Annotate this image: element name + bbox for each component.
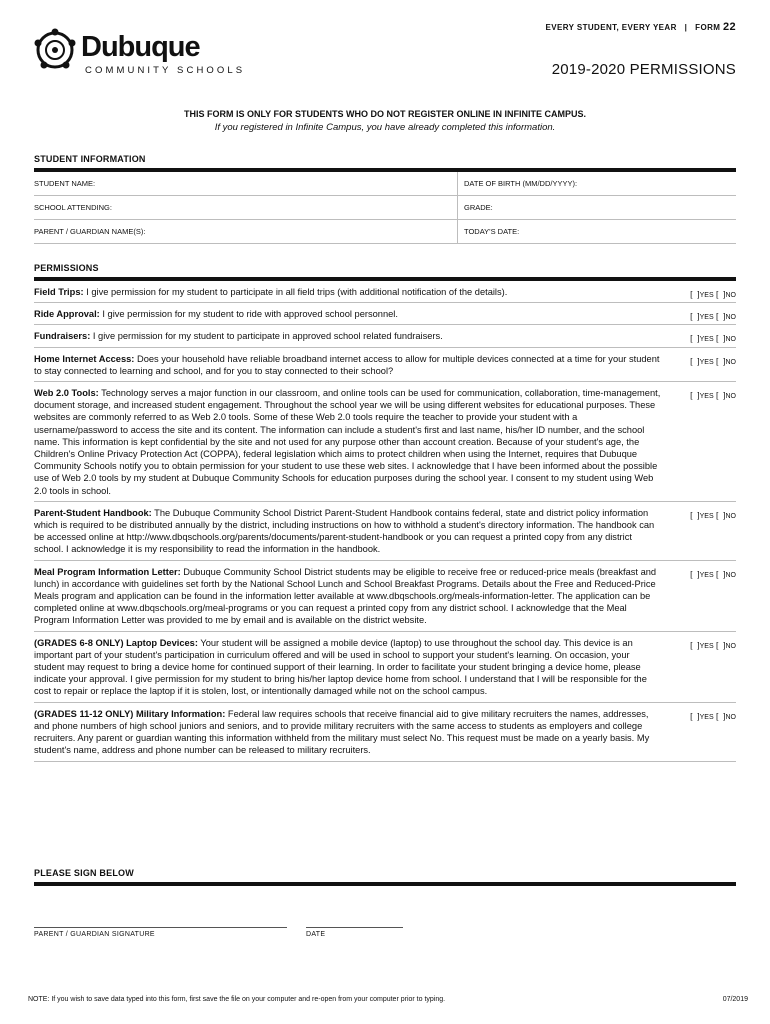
permission-title: Field Trips: xyxy=(34,287,84,297)
permission-body: I give permission for my student to ride with approved school personnel. xyxy=(99,309,398,320)
permission-body: Your student will be assigned a mobile device (laptop) to use throughout the school day. This device is an important part of your student's participation in curriculum offered and will be used in school to support your student's learning. On occasion, your student may request to bring a device home for continued support of their learning. In order to facilitate your student bringing a device home, please indicate your approval. I give permission for my student to bring his/her laptop device home from school. I understand that I will be responsible for the cost to repair or replace the laptop if it is stolen, lost, or intentionally damaged while not on the school campus. xyxy=(34,637,647,697)
separator: | xyxy=(684,23,688,32)
permission-row xyxy=(34,502,736,561)
signature-lines xyxy=(34,927,736,947)
permission-body: Technology serves a major function in our classroom, and online tools can be used for communication, collaboration, time-management, document storage, and increased student engagement. Throughout the school year we will be using different websites for educational purposes. These websites are commonly referred to as Web 2.0 tools. Some of these Web 2.0 tools require the teacher to provide your student with a username/password to access the site and its content. The information can include a student's first and last name, his/her ID number, and the school name. This information is kept confidential by the site and not used for any purpose other than account creation. Because of your student's age, the Children's Online Privacy Protection Act (COPPA), federal legislation which aims to protect children when using the Internet, requires that Dubuque Community Schools notify you to obtain permission for your student to use these web sites. I acknowledge that I have been informed about the possible use of Web 2.0 tools by my student at Dubuque Community Schools for education purposes during the school year. I consent to my student using Web 2.0 tools in school. xyxy=(34,388,661,496)
guardian-name-field[interactable]: PARENT / GUARDIAN NAME(S): xyxy=(34,227,146,236)
yes-checkbox-close[interactable]: ] xyxy=(697,355,700,366)
yes-label: YES xyxy=(699,314,714,322)
permission-title: (GRADES 6-8 ONLY) Laptop Devices: xyxy=(34,637,198,648)
permission-text xyxy=(34,281,662,302)
yes-checkbox-open[interactable]: [ xyxy=(690,355,693,366)
signature-section xyxy=(34,868,736,886)
no-checkbox-open[interactable]: [ xyxy=(716,568,719,579)
no-checkbox-close[interactable]: ] xyxy=(723,639,726,650)
permission-row xyxy=(34,348,736,382)
permission-title: Ride Approval: xyxy=(34,309,100,320)
row-divider xyxy=(457,220,458,243)
permissions-list xyxy=(34,281,736,762)
yes-no-choice xyxy=(690,355,736,369)
footer-note: NOTE: If you wish to save data typed into this form, first save the file on your computer and re-open from your computer prior to typing. xyxy=(28,996,446,1003)
no-label: NO xyxy=(725,393,736,401)
no-checkbox-close[interactable]: ] xyxy=(723,333,726,344)
yes-checkbox-open[interactable]: [ xyxy=(690,390,693,401)
no-checkbox-close[interactable]: ] xyxy=(723,710,726,721)
yes-checkbox-close[interactable]: ] xyxy=(697,289,700,299)
yes-no-choice xyxy=(690,332,736,346)
no-label: NO xyxy=(725,358,736,366)
yes-label: YES xyxy=(699,358,714,366)
permission-row xyxy=(34,325,736,347)
info-row xyxy=(34,196,736,220)
yes-checkbox-close[interactable]: ] xyxy=(697,568,700,579)
tagline: EVERY STUDENT, EVERY YEAR xyxy=(545,23,677,32)
no-checkbox-close[interactable]: ] xyxy=(723,390,726,401)
no-checkbox-open[interactable]: [ xyxy=(716,390,719,401)
guardian-signature-line[interactable] xyxy=(34,927,287,928)
grade-field[interactable]: GRADE: xyxy=(464,203,493,212)
school-attending-field[interactable]: SCHOOL ATTENDING: xyxy=(34,203,112,212)
date-of-birth-field[interactable]: DATE OF BIRTH (MM/DD/YYYY): xyxy=(464,179,578,188)
date-label: DATE xyxy=(306,931,326,938)
no-label: NO xyxy=(725,571,736,579)
yes-checkbox-open[interactable]: [ xyxy=(690,311,693,322)
permissions-section xyxy=(34,263,736,762)
no-checkbox-open[interactable]: [ xyxy=(716,509,719,520)
yes-checkbox-close[interactable]: ] xyxy=(697,390,700,401)
district-logo xyxy=(33,28,248,80)
yes-checkbox-close[interactable]: ] xyxy=(697,333,700,344)
yes-checkbox-close[interactable]: ] xyxy=(697,639,700,650)
yes-no-choice xyxy=(690,310,736,324)
logo-mark-icon xyxy=(33,28,77,72)
permission-title: Meal Program Information Letter: xyxy=(34,566,181,577)
logo-subtitle: COMMUNITY SCHOOLS xyxy=(85,65,246,76)
permission-text xyxy=(34,303,662,324)
no-checkbox-close[interactable]: ] xyxy=(723,355,726,366)
revision-date: 07/2019 xyxy=(722,996,748,1003)
no-checkbox-close[interactable]: ] xyxy=(723,568,726,579)
yes-label: YES xyxy=(699,512,714,520)
permission-row xyxy=(34,632,736,703)
no-checkbox-open[interactable]: [ xyxy=(716,639,719,650)
yes-label: YES xyxy=(699,571,714,579)
permission-text xyxy=(34,561,662,631)
yes-checkbox-open[interactable]: [ xyxy=(690,568,693,579)
yes-checkbox-close[interactable]: ] xyxy=(697,710,700,721)
permission-text xyxy=(34,382,662,501)
no-checkbox-close[interactable]: ] xyxy=(723,509,726,520)
permission-row xyxy=(34,382,736,502)
todays-date-field[interactable]: TODAY'S DATE: xyxy=(464,227,520,236)
permission-title: Parent-Student Handbook: xyxy=(34,507,152,518)
guardian-signature-label: PARENT / GUARDIAN SIGNATURE xyxy=(34,931,155,938)
no-checkbox-close[interactable]: ] xyxy=(723,289,726,299)
permission-row xyxy=(34,703,736,762)
no-label: NO xyxy=(725,336,736,344)
yes-checkbox-open[interactable]: [ xyxy=(690,289,693,299)
permission-title: (GRADES 11-12 ONLY) Military Information: xyxy=(34,708,226,719)
permissions-heading: PERMISSIONS xyxy=(34,263,99,273)
no-label: NO xyxy=(725,713,736,721)
permission-row xyxy=(34,303,736,325)
permission-title: Home Internet Access: xyxy=(34,353,135,364)
section-divider xyxy=(34,882,736,886)
yes-no-choice xyxy=(690,509,736,523)
yes-label: YES xyxy=(699,642,714,650)
yes-no-choice xyxy=(690,639,736,653)
logo-name: Dubuque xyxy=(81,31,200,63)
no-label: NO xyxy=(725,314,736,322)
no-checkbox-open[interactable]: [ xyxy=(716,289,719,299)
permission-row xyxy=(34,561,736,632)
permission-body: The Dubuque Community School District Parent-Student Handbook contains federal, state and district policy information which is required to be distributed annually by the district, including instructions on how to withhold a student's directory information. The handbook can be accessed online at http://www.dbqschools.org/parents/documents/parent-student-handbook or you can request a printed copy from any district school. I acknowledge it is my responsibility to read the information in the handbook. xyxy=(34,507,655,555)
header-tagline-group xyxy=(546,21,736,33)
permission-title: Fundraisers: xyxy=(34,331,91,342)
permission-title: Web 2.0 Tools: xyxy=(34,388,99,399)
student-info-heading: STUDENT INFORMATION xyxy=(34,154,146,164)
signature-heading: PLEASE SIGN BELOW xyxy=(34,868,134,878)
no-checkbox-open[interactable]: [ xyxy=(716,311,719,322)
info-row xyxy=(34,220,736,244)
no-checkbox-open[interactable]: [ xyxy=(716,710,719,721)
yes-label: YES xyxy=(699,336,714,344)
yes-no-choice xyxy=(690,710,736,724)
yes-checkbox-open[interactable]: [ xyxy=(690,509,693,520)
no-label: NO xyxy=(725,512,736,520)
yes-no-choice xyxy=(690,389,736,403)
no-checkbox-close[interactable]: ] xyxy=(723,311,726,322)
row-divider xyxy=(457,196,458,219)
no-checkbox-open[interactable]: [ xyxy=(716,355,719,366)
permission-body: I give permission for my student to participate in all field trips (with additional notification of the details). xyxy=(83,287,508,297)
yes-checkbox-open[interactable]: [ xyxy=(690,639,693,650)
permission-text xyxy=(34,703,662,761)
permission-text xyxy=(34,325,662,346)
date-line[interactable] xyxy=(306,927,403,928)
no-checkbox-open[interactable]: [ xyxy=(716,333,719,344)
permission-text xyxy=(34,502,662,560)
row-divider xyxy=(457,172,458,195)
online-notice: THIS FORM IS ONLY FOR STUDENTS WHO DO NOT REGISTER ONLINE IN INFINITE CAMPUS. xyxy=(183,109,587,119)
permission-body: Federal law requires schools that receive financial aid to give military recruiters the names, addresses, and phone numbers of high school juniors and seniors, and to provide military recruiters with the same access to students as employers and college recruiters. Any parent or guardian wanting this information withheld from the military must select No. This request must be made on a yearly basis. My student's name, address and phone number can be released to military recruiters. xyxy=(34,708,650,756)
info-row xyxy=(34,172,736,196)
student-info-section xyxy=(34,154,736,244)
permission-text xyxy=(34,632,662,702)
permission-row xyxy=(34,281,736,303)
form-number: 22 xyxy=(722,21,736,33)
permission-body: I give permission for my student to participate in approved school related fundraisers. xyxy=(90,331,443,342)
yes-checkbox-close[interactable]: ] xyxy=(697,509,700,520)
online-notice-sub: If you registered in Infinite Campus, you have already completed this information. xyxy=(214,122,556,133)
page-title: 2019-2020 PERMISSIONS xyxy=(551,61,736,78)
yes-checkbox-close[interactable]: ] xyxy=(697,311,700,322)
yes-label: YES xyxy=(699,292,714,299)
yes-checkbox-open[interactable]: [ xyxy=(690,333,693,344)
yes-no-choice xyxy=(690,288,736,302)
no-label: NO xyxy=(725,642,736,650)
yes-label: YES xyxy=(699,393,714,401)
yes-label: YES xyxy=(699,713,714,721)
permission-body: Does your household have reliable broadband internet access to allow for multiple devices connected at a time for your student to stay connected to learning and school, and for you to stay connected to their school? xyxy=(34,353,660,376)
permission-text xyxy=(34,348,662,381)
yes-no-choice xyxy=(690,568,736,582)
permission-body: Dubuque Community School District students may be eligible to receive free or reduced-price meals (breakfast and lunch) in accordance with guidelines set forth by the National School Lunch and School Breakfast Programs. Details about the Free and Reduced-Price Meals program and application can be found in the information letter available at www.dbqschools.org/meals-information-letter. The application can be completed online at www.dbqschools.org/meal-programs or you can request a printed copy from any district school. I acknowledge that the Meal Program Information Letter was provided to me by email and is available on the district website. xyxy=(34,566,657,626)
yes-checkbox-open[interactable]: [ xyxy=(690,710,693,721)
form-label: FORM xyxy=(695,23,721,32)
no-label: NO xyxy=(725,292,736,299)
student-name-field[interactable]: STUDENT NAME: xyxy=(34,179,96,188)
